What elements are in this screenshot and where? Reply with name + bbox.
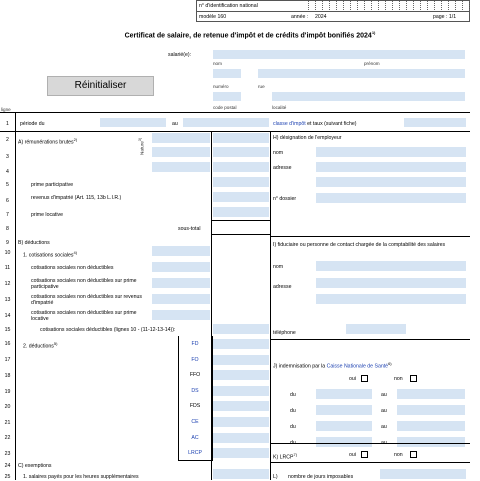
- deduction-amount-ac[interactable]: [213, 433, 269, 443]
- employee-nom-field[interactable]: [213, 69, 241, 78]
- row-number: 24: [4, 463, 11, 469]
- indemn-du-label: du: [290, 408, 296, 414]
- deduction-code-ds[interactable]: DS: [191, 387, 199, 394]
- social-contrib-13[interactable]: [152, 294, 210, 304]
- indemn-from-field[interactable]: [316, 421, 372, 431]
- gross-amount-4[interactable]: [213, 162, 269, 172]
- row-number: 11: [4, 265, 11, 271]
- indemn-to-field[interactable]: [397, 389, 465, 399]
- row-number: 20: [4, 404, 11, 410]
- participative-amount[interactable]: [213, 177, 269, 187]
- employer-field-a[interactable]: [316, 147, 466, 157]
- row-number: 1: [6, 121, 9, 127]
- lrcp-non-checkbox[interactable]: [410, 451, 417, 458]
- gross-nature-field-4[interactable]: [152, 162, 210, 172]
- rue-caption: rue: [258, 84, 265, 89]
- gross-nature-field-2[interactable]: [152, 133, 210, 143]
- row-number: 7: [6, 212, 9, 218]
- employer-field-b[interactable]: [316, 162, 466, 172]
- social-contrib-12[interactable]: [152, 278, 210, 288]
- indemn-from-field[interactable]: [316, 405, 372, 415]
- fiduciary-nom-label: nom: [273, 264, 284, 270]
- row-label: 1. salaires payés pour les heures supplémentaires: [23, 474, 139, 480]
- deduction-code-fds: FDS: [189, 403, 201, 410]
- row-label: cotisations sociales déductibles (lignes 10 - (11-12-13-14)):: [40, 327, 176, 333]
- indemn-au-label: au: [381, 424, 387, 430]
- deduction-code-lrcp[interactable]: LRCP: [188, 450, 202, 457]
- row-number: 22: [4, 435, 11, 441]
- gross-nature-field-3[interactable]: [152, 147, 210, 157]
- exemption-amount-25[interactable]: [213, 469, 269, 479]
- social-contrib-14[interactable]: [152, 310, 210, 320]
- prime-locative-amount[interactable]: [213, 207, 269, 217]
- deduction-code-fd[interactable]: FD: [191, 341, 199, 347]
- page-indicator: page : 1/1: [433, 14, 457, 20]
- indemn-au-label: au: [381, 392, 387, 398]
- indemn-oui-label: oui: [349, 376, 356, 382]
- row-number: 9: [6, 240, 9, 246]
- row-label: cotisations sociales non déductibles sur prime locative: [31, 310, 137, 322]
- tax-class-label: classe d'impôt et taux (suivant fiche): [273, 121, 357, 127]
- row-label: C) exemptions: [18, 463, 52, 469]
- id-digit-cell[interactable]: [462, 1, 470, 10]
- row-label: revenus d'impatrié (Art. 115, 13b L.I.R.): [31, 195, 122, 201]
- tax-class-link[interactable]: classe d'impôt: [273, 121, 306, 127]
- indemn-oui-checkbox[interactable]: [361, 375, 368, 382]
- year-label: année :: [291, 14, 309, 20]
- employee-name-field[interactable]: [213, 50, 465, 59]
- days-label: nombre de jours imposables: [288, 474, 354, 480]
- fiduciary-title: I) fiduciaire ou personne de contact chargée de la comptabilité des salaires: [273, 242, 446, 248]
- row-number: 12: [4, 281, 11, 287]
- deduction-code-ce[interactable]: CE: [191, 419, 199, 425]
- social-contrib-11[interactable]: [152, 262, 210, 272]
- row-label: cotisations sociales non déductibles: [31, 265, 114, 271]
- deduction-amount-ffo[interactable]: [213, 370, 269, 380]
- lrcp-non-label: non: [394, 452, 403, 458]
- indemn-du-label: du: [290, 424, 296, 430]
- period-au-label: au: [172, 121, 178, 127]
- deduction-amount-fds[interactable]: [213, 401, 269, 411]
- row-label: cotisations sociales non déductibles sur revenus d'impatrié: [31, 294, 143, 306]
- h-i-divider: [270, 236, 470, 237]
- nature-label: Nature$^{3)}$: [138, 137, 145, 155]
- row-number: 23: [4, 451, 11, 457]
- fiduciary-phone-label: téléphone: [273, 330, 296, 336]
- deduction-amount-lrcp[interactable]: [213, 448, 269, 458]
- lrcp-oui-checkbox[interactable]: [361, 451, 368, 458]
- row-number: 2: [6, 137, 9, 143]
- row-divider-1: [0, 131, 470, 132]
- social-contrib-15[interactable]: [213, 324, 269, 334]
- gross-amount-3[interactable]: [213, 147, 269, 157]
- row-label: A) rémunérations brutes$^{2)}$: [18, 137, 78, 146]
- row-label: prime participative: [31, 182, 74, 188]
- row-number: 13: [4, 297, 11, 303]
- row-number: 15: [4, 327, 11, 333]
- row-number: 21: [4, 420, 11, 426]
- indemn-non-checkbox[interactable]: [410, 375, 417, 382]
- row-number: 4: [6, 169, 9, 175]
- indemn-du-label: du: [290, 392, 296, 398]
- days-field[interactable]: [380, 469, 466, 479]
- row-number: 16: [4, 341, 11, 347]
- period-to-field[interactable]: [183, 118, 269, 127]
- indemn-title: J) indemnisation par la Caisse Nationale de Santé$^{6)}$: [273, 361, 392, 370]
- lrcp-label: K) LRCP$^{7)}$: [273, 452, 298, 461]
- ligne-column-divider: [15, 112, 16, 480]
- indemn-from-field[interactable]: [316, 389, 372, 399]
- deduction-amount-fd[interactable]: [213, 339, 269, 349]
- ligne-header: ligne: [1, 107, 11, 112]
- deduction-amount-ds[interactable]: [213, 386, 269, 396]
- prenom-caption: prénom: [364, 61, 380, 66]
- row-label: 2. déductions$^{5)}$: [23, 341, 58, 350]
- employer-field-c[interactable]: [316, 177, 466, 187]
- indemn-au-label: au: [381, 408, 387, 414]
- numero-caption: numéro: [213, 84, 229, 89]
- deduction-code-ffo: FFO: [189, 372, 201, 379]
- reset-button[interactable]: Réinitialiser: [47, 76, 154, 96]
- locality-caption: localité: [272, 105, 287, 110]
- fiduciary-phone-field[interactable]: [346, 324, 406, 334]
- row-number: 14: [4, 313, 11, 319]
- tax-class-field[interactable]: [404, 118, 466, 127]
- social-contrib-10[interactable]: [152, 246, 210, 256]
- lrcp-oui-label: oui: [349, 452, 356, 458]
- period-from-field[interactable]: [100, 118, 166, 127]
- model-label: modèle 160: [199, 14, 227, 20]
- deduction-code-ac[interactable]: AC: [191, 434, 199, 441]
- fiduciary-address-field[interactable]: [316, 278, 466, 288]
- middle-column-divider: [270, 131, 271, 480]
- row-number: 19: [4, 389, 11, 395]
- fiduciary-address-label: adresse: [273, 284, 292, 290]
- gross-amount-2[interactable]: [213, 133, 269, 143]
- employer-dossier-field[interactable]: [316, 193, 466, 203]
- postal-code-caption: code postal: [213, 105, 237, 110]
- row-number: 3: [6, 154, 9, 160]
- page-title: Certificat de salaire, de retenue d'impôt et de crédits d'impôt bonifiés 2024$^{1)}$: [124, 30, 376, 40]
- employee-street-field-2[interactable]: [272, 92, 465, 101]
- employee-street-field[interactable]: [213, 92, 241, 101]
- row-number: 10: [4, 250, 11, 256]
- subtotal-box: [212, 220, 270, 235]
- days-prefix: L): [273, 474, 278, 480]
- deduction-amount-ce[interactable]: [213, 417, 269, 427]
- row-label: B) déductions: [18, 240, 50, 246]
- id-number-cells[interactable]: [301, 1, 469, 11]
- k-l-divider: [270, 462, 470, 463]
- id-number-label: n° d'identification national: [199, 3, 258, 9]
- deduction-code-fo[interactable]: FO: [191, 356, 199, 363]
- row-number: 25: [4, 474, 11, 480]
- row-label: prime locative: [31, 212, 64, 218]
- row-number: 5: [6, 182, 9, 188]
- indemn-to-field[interactable]: [397, 405, 465, 415]
- employer-nom-label: nom: [273, 150, 284, 156]
- employee-prenom-field[interactable]: [258, 69, 465, 78]
- row-number: 6: [6, 198, 9, 204]
- row-label: 1. cotisations sociales$^{4)}$: [23, 250, 78, 259]
- nom-caption: nom: [213, 61, 222, 66]
- indemn-to-field[interactable]: [397, 437, 465, 447]
- row-number: 18: [4, 373, 11, 379]
- cns-link[interactable]: Caisse Nationale de Santé: [326, 363, 389, 370]
- indemn-from-field[interactable]: [316, 437, 372, 447]
- model-bar: [196, 11, 470, 22]
- row-label: cotisations sociales non déductibles sur prime participative: [31, 278, 137, 290]
- employer-address-label: adresse: [273, 165, 292, 171]
- indemn-to-field[interactable]: [397, 421, 465, 431]
- i-j-divider: [270, 339, 470, 340]
- fiduciary-address-field-2[interactable]: [316, 294, 466, 304]
- j-k-divider: [270, 443, 470, 444]
- year-value: 2024: [315, 14, 327, 20]
- employer-dossier-label: n° dossier: [273, 196, 297, 202]
- row-number: 8: [6, 226, 9, 232]
- employer-title: H) désignation de l'employeur: [273, 135, 342, 141]
- impatrie-amount[interactable]: [213, 192, 269, 202]
- row-label: sous-total: [178, 226, 201, 232]
- employee-label: salarié(e):: [168, 52, 192, 58]
- deduction-amount-fo[interactable]: [213, 355, 269, 365]
- period-label: période du: [20, 121, 45, 127]
- fiduciary-name-field[interactable]: [316, 261, 466, 271]
- row-number: 17: [4, 357, 11, 363]
- indemn-non-label: non: [394, 376, 403, 382]
